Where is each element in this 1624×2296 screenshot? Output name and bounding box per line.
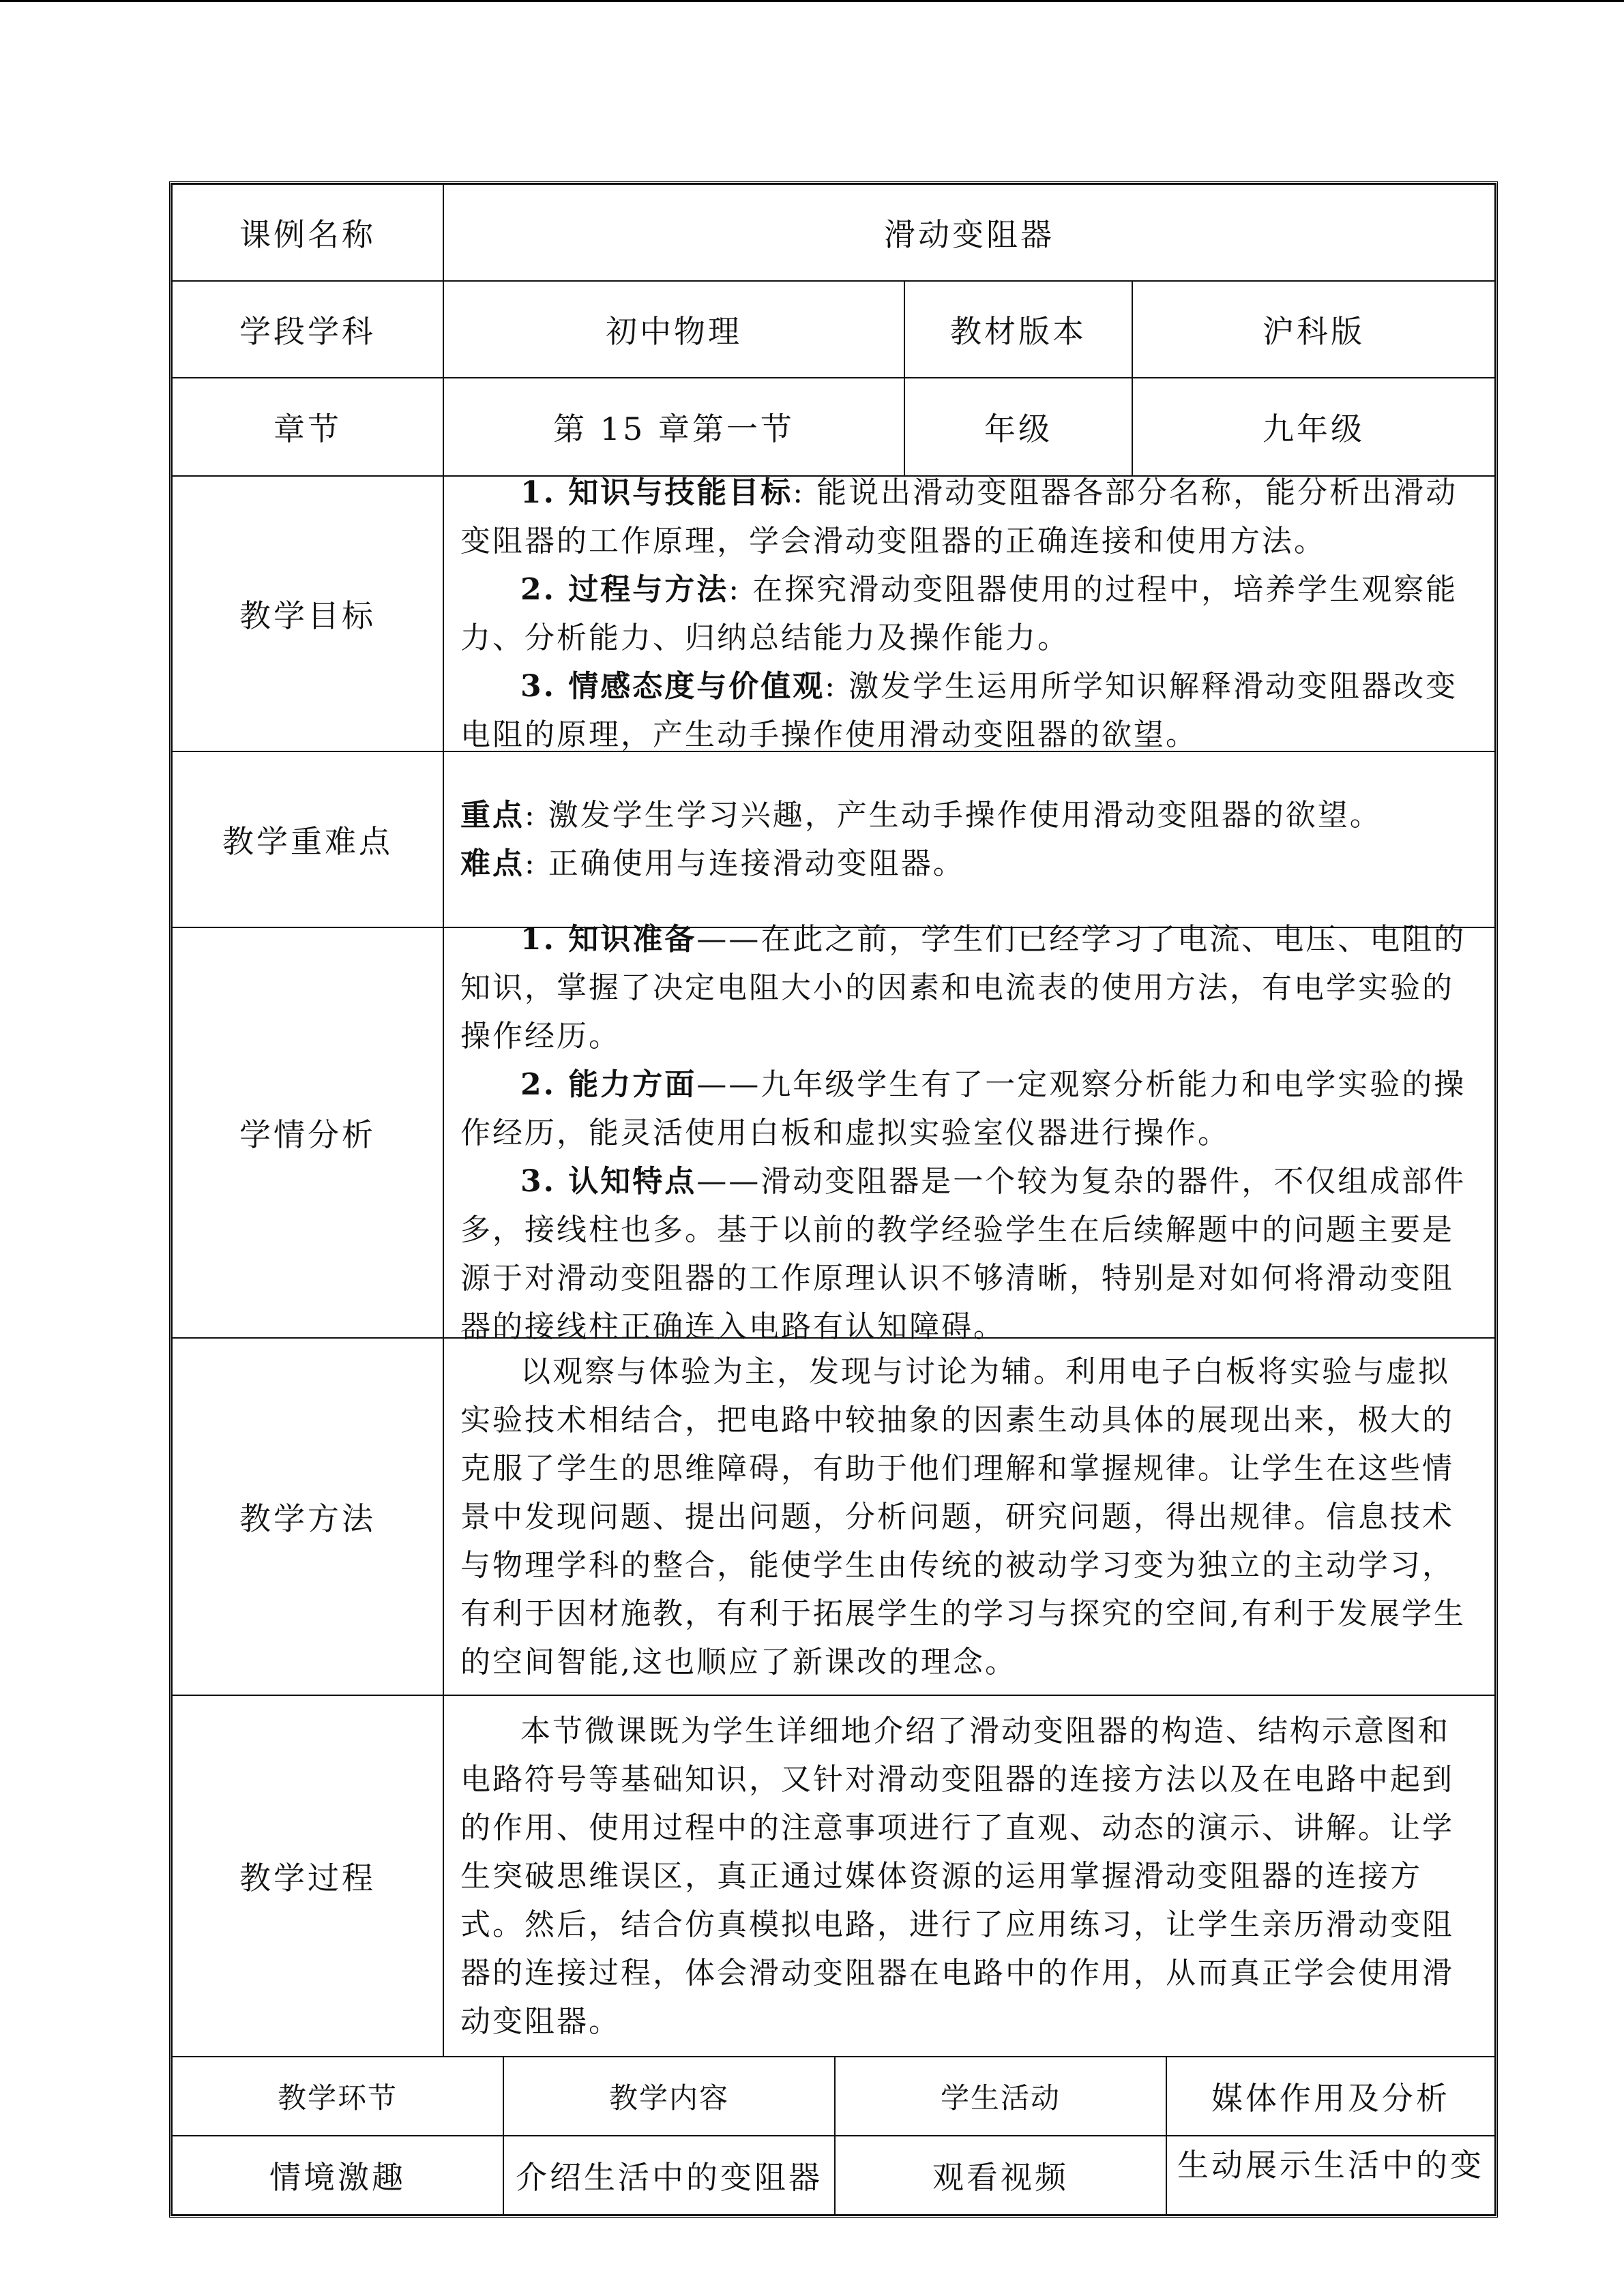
textbook-value: 沪科版 xyxy=(1132,280,1496,378)
objectives-label: 教学目标 xyxy=(171,475,444,752)
header-stage: 教学环节 xyxy=(171,2056,504,2136)
method-content: 以观察与体验为主，发现与讨论为辅。利用电子白板将实验与虚拟实验技术相结合，把电路中较抽象的因素生动具体的展现出来，极大的克服了学生的思维障碍，有助于他们理解和掌握规律。让学生在这些情景中发现问题、提出问题，分析问题，研究问题，得出规律。信息技术与物理学科的整合，能使学生由传统的被动学习变为独立的主动学习，有利于因材施教，有利于拓展学生的学习与探究的空间,有利于发展学生的空间智能,这也顺应了新课改的理念。 xyxy=(443,1337,1496,1696)
analysis-item: 1. 知识准备——在此之前，学生们已经学习了电流、电压、电阻的知识，掌握了决定电阻大小的因素和电流表的使用方法，有电学实验的操作经历。 xyxy=(460,921,1466,1054)
header-media: 媒体作用及分析 xyxy=(1166,2056,1496,2136)
row-media: 生动展示生活中的变 xyxy=(1166,2135,1496,2216)
difficulty-item: 难点: 正确使用与连接滑动变阻器。 xyxy=(460,846,965,881)
row-activity: 观看视频 xyxy=(834,2135,1167,2216)
header-activity: 学生活动 xyxy=(834,2056,1167,2136)
keypoint-item: 重点: 激发学生学习兴趣，产生动手操作使用滑动变阻器的欲望。 xyxy=(460,798,1382,833)
course-value: 滑动变阻器 xyxy=(443,183,1496,282)
row-content: 介绍生活中的变阻器 xyxy=(503,2135,836,2216)
chapter-label: 章节 xyxy=(171,377,444,477)
page-top-border xyxy=(0,0,1624,2)
grade-label: 年级 xyxy=(904,377,1133,477)
method-label: 教学方法 xyxy=(171,1337,444,1696)
objectives-content xyxy=(443,475,1496,752)
analysis-item: 2. 能力方面——九年级学生有了一定观察分析能力和电学实验的操作经历，能灵活使用白板和虚拟实验室仪器进行操作。 xyxy=(460,1067,1466,1150)
process-label: 教学过程 xyxy=(171,1695,444,2057)
header-content: 教学内容 xyxy=(503,2056,836,2136)
objective-item: 1. 知识与技能目标: 能说出滑动变阻器各部分名称，能分析出滑动变阻器的工作原理，学会滑动变阻器的正确连接和使用方法。 xyxy=(460,475,1458,558)
keypoints-label: 教学重难点 xyxy=(171,751,444,928)
analysis-item: 3. 认知特点——滑动变阻器是一个较为复杂的器件，不仅组成部件多，接线柱也多。基于以前的教学经验学生在后续解题中的问题主要是源于对滑动变阻器的工作原理认识不够清晰，特别是对如何将滑动变阻器的接线柱正确连入电路有认知障碍。 xyxy=(460,1163,1466,1344)
analysis-content xyxy=(443,921,1496,1344)
grade-value: 九年级 xyxy=(1132,377,1496,477)
chapter-value: 第 15 章第一节 xyxy=(443,377,905,477)
analysis-label: 学情分析 xyxy=(171,927,444,1339)
objective-item: 3. 情感态度与价值观: 激发学生运用所学知识解释滑动变阻器改变电阻的原理，产生动手操作使用滑动变阻器的欲望。 xyxy=(460,669,1458,752)
keypoints-content xyxy=(443,751,1496,928)
process-content: 本节微课既为学生详细地介绍了滑动变阻器的构造、结构示意图和电路符号等基础知识，又针对滑动变阻器的连接方法以及在电路中起到的作用、使用过程中的注意事项进行了直观、动态的演示、讲解。让学生突破思维误区，真正通过媒体资源的运用掌握滑动变阻器的连接方式。然后，结合仿真模拟电路，进行了应用练习，让学生亲历滑动变阻器的连接过程，体会滑动变阻器在电路中的作用，从而真正学会使用滑动变阻器。 xyxy=(443,1695,1496,2057)
subject-value: 初中物理 xyxy=(443,280,905,378)
subject-label: 学段学科 xyxy=(171,280,444,378)
course-label: 课例名称 xyxy=(171,183,444,282)
textbook-label: 教材版本 xyxy=(904,280,1133,378)
row-stage: 情境激趣 xyxy=(171,2135,504,2216)
objective-item: 2. 过程与方法: 在探究滑动变阻器使用的过程中，培养学生观察能力、分析能力、归纳总结能力及操作能力。 xyxy=(460,572,1458,655)
lesson-plan-table xyxy=(169,181,1498,2218)
